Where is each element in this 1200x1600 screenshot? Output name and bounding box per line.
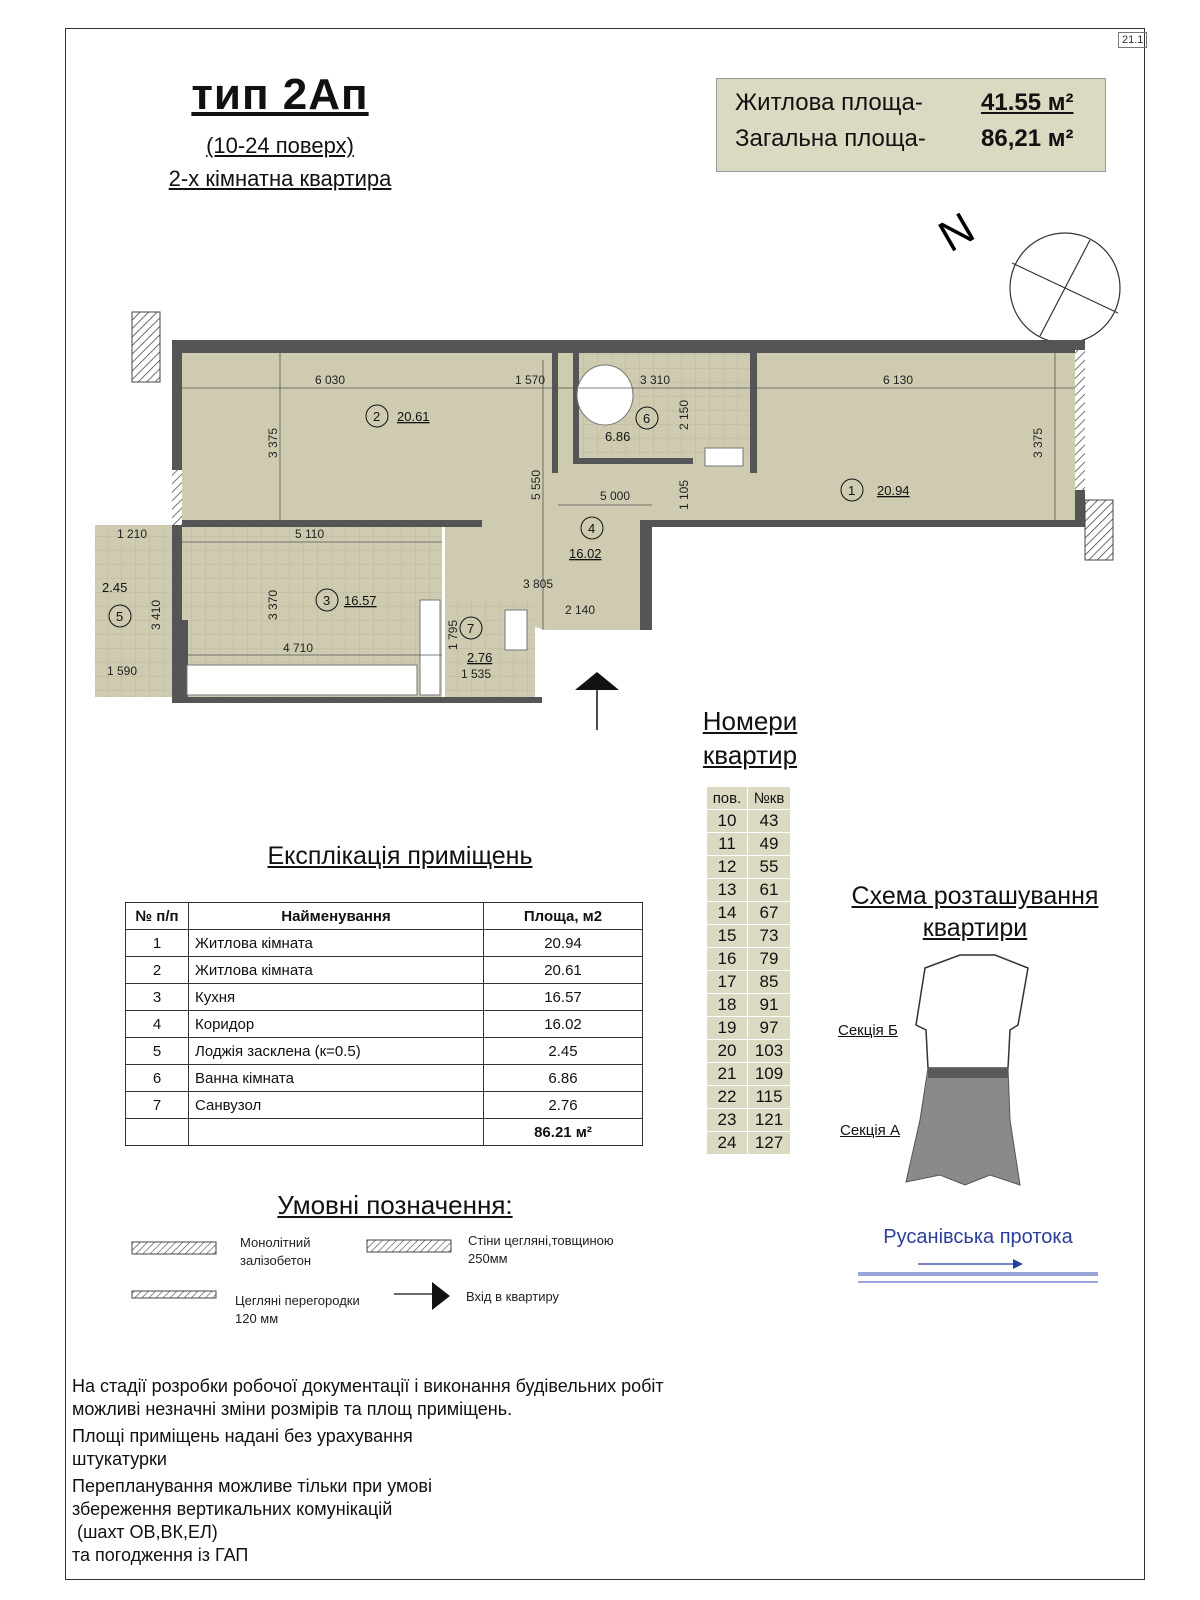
legend-text-line: Стіни цегляні,товщиною [468,1233,614,1248]
dim-label: 5 550 [529,469,543,500]
room-name: Кухня [189,984,484,1011]
table-header-cell: Площа, м2 [484,903,643,930]
table-row [707,994,791,1017]
room-area-cell: 16.02 [484,1011,643,1038]
note-line: На стадії розробки робочої документації і виконання будівельних робіт [72,1376,664,1396]
brick-wall-swatch [365,1236,455,1256]
row-number: 5 [126,1038,189,1065]
apt-number-cell: 43 [748,810,791,833]
row-number: 2 [126,957,189,984]
legend-monolith-label [240,1234,311,1270]
table-header-cell: Найменування [189,903,484,930]
table-row [707,810,791,833]
row-number: 6 [126,1065,189,1092]
note-line: можливі незначні зміни розмірів та площ приміщень. [72,1399,513,1419]
table-row [707,925,791,948]
room-area-cell: 2.45 [484,1038,643,1065]
legend-text-line: 250мм [468,1251,508,1266]
table-row [707,1017,791,1040]
table-row [126,1011,643,1038]
apt-number-cell: 97 [748,1017,791,1040]
note-line: Перепланування можливе тільки при умові [72,1476,432,1496]
dim-label: 1 590 [107,664,138,678]
section-b-label: Секція Б [838,1022,898,1039]
bathtub [577,365,633,425]
row-number: 4 [126,1011,189,1038]
apartment-type-title: тип 2Ап [191,70,369,119]
legend-title: Умовні позначення: [277,1190,513,1220]
total-area-row [735,125,1073,153]
table-row [707,1063,791,1086]
dim-label: 6 030 [315,373,346,387]
dim-label: 1 210 [117,527,148,541]
explication-table [125,902,643,1146]
toilet [505,610,527,650]
table-row [707,1086,791,1109]
floor-cell: 23 [707,1109,748,1132]
floor-cell: 12 [707,856,748,879]
floor-cell: 10 [707,810,748,833]
dim-label: 2 140 [565,603,596,617]
note-line: (шахт ОВ,ВК,ЕЛ) [72,1522,218,1542]
floor-cell: 16 [707,948,748,971]
dim-label: 1 795 [446,619,460,650]
note-paragraph [72,1425,772,1471]
section-a-shape [906,1068,1020,1185]
note-paragraph [72,1375,772,1421]
entrance-legend-arrow [392,1280,456,1324]
table-row [126,957,643,984]
dim-label: 4 710 [283,641,314,655]
room-name: Санвузол [189,1092,484,1119]
table-row [707,1132,791,1155]
room-name: Лоджія засклена (к=0.5) [189,1038,484,1065]
apartment-location-marker [928,1068,1008,1078]
room-area-cell: 6.86 [484,1065,643,1092]
table-row [707,879,791,902]
table-row [126,1092,643,1119]
legend-text-line: Цегляні перегородки [235,1293,360,1308]
dim-label: 5 110 [295,527,325,541]
building-sections-diagram [900,950,1040,1200]
apt-number-cell: 121 [748,1109,791,1132]
room-area: 16.57 [344,593,377,608]
row-number: 7 [126,1092,189,1119]
table-row [126,1038,643,1065]
table-header-cell: № п/п [126,903,189,930]
apartment-numbers-title-line: квартир [702,740,798,770]
partition-swatch [130,1288,220,1302]
kitchen-counter [420,600,440,695]
kitchen-counter [187,665,417,695]
note-line: збереження вертикальних комунікацій [72,1499,393,1519]
table-row [707,902,791,925]
apt-number-cell: 49 [748,833,791,856]
living-area-value: 41.55 м² [981,89,1074,116]
table-row [707,1040,791,1063]
table-header-row [126,903,643,930]
floor-cell: 14 [707,902,748,925]
room-area: 20.94 [877,483,910,498]
apartment-numbers-title [690,704,810,772]
section-b-shape [916,955,1028,1068]
legend-text-line: залізобетон [240,1253,312,1268]
legend-brick-walls-label [468,1232,614,1268]
table-row [126,1065,643,1092]
total-area-value: 86,21 м² [981,125,1074,152]
table-row [707,971,791,994]
room-1-fill [758,353,1075,520]
total-area-cell: 86.21 м² [484,1119,643,1146]
schema-title-line: Схема розташування [851,882,1099,910]
room-area-cell: 20.94 [484,930,643,957]
table-total-row [126,1119,643,1146]
room-area-cell: 20.61 [484,957,643,984]
legend-text-line: 120 мм [235,1311,279,1326]
room-name: Житлова кімната [189,957,484,984]
river-label: Русанівська протока [883,1226,1073,1248]
wall-hatch [1075,350,1085,490]
dim-label: 3 375 [1031,427,1045,458]
dim-label: 3 310 [640,373,671,387]
note-paragraph [72,1475,772,1567]
floor-cell: 17 [707,971,748,994]
entrance-arrow [575,672,619,690]
note-line: штукатурки [72,1449,167,1469]
wall-hatch [172,470,182,525]
note-line: та погодження із ГАП [72,1545,249,1565]
living-area-row [735,89,1073,117]
floor-cell: 20 [707,1040,748,1063]
room-number: 5 [116,609,124,624]
explication-title: Експлікація приміщень [267,842,533,870]
room-name: Ванна кімната [189,1065,484,1092]
dim-label: 1 570 [515,373,546,387]
apt-number-cell: 91 [748,994,791,1017]
row-number: 3 [126,984,189,1011]
legend-partitions-label [235,1292,360,1328]
room-area: 6.86 [605,429,631,444]
location-schema-title [820,880,1130,944]
corner-tag: 21.1 [1118,32,1147,48]
row-number: 1 [126,930,189,957]
apt-number-cell: 115 [748,1086,791,1109]
dim-label: 2 150 [677,399,691,430]
table-header-cell: №кв [748,787,791,810]
apt-number-cell: 55 [748,856,791,879]
floor-cell: 24 [707,1132,748,1155]
room-area-cell: 16.57 [484,984,643,1011]
room-number: 2 [373,409,381,424]
floor-cell: 21 [707,1063,748,1086]
dim-label: 3 370 [266,589,280,620]
room-number: 4 [588,521,596,536]
floor-cell: 15 [707,925,748,948]
dim-label: 3 375 [266,427,280,458]
table-row [707,833,791,856]
apt-number-cell: 103 [748,1040,791,1063]
dim-label: 5 000 [600,489,631,503]
room-area-cell: 2.76 [484,1092,643,1119]
total-area-label: Загальна площа- [735,125,926,152]
room-number: 1 [848,483,856,498]
apartment-numbers-title-line: Номери [702,706,798,736]
area-summary-box [716,78,1106,172]
section-a-label: Секція А [840,1122,900,1139]
notes-block [72,1375,772,1571]
table-row [126,930,643,957]
note-line: Площі приміщень надані без урахування [72,1426,413,1446]
dim-label: 3 805 [523,577,554,591]
table-row [707,856,791,879]
floor-cell: 22 [707,1086,748,1109]
wall-hatch [1085,500,1113,560]
room-area: 2.45 [102,580,128,595]
floor-cell: 11 [707,833,748,856]
floors-note: (10-24 поверх) [206,133,354,158]
table-header-cell: пов. [707,787,748,810]
dim-label: 6 130 [883,373,914,387]
apt-number-cell: 127 [748,1132,791,1155]
floor-plan [65,200,1145,760]
apt-number-cell: 79 [748,948,791,971]
apt-number-cell: 73 [748,925,791,948]
apt-number-cell: 67 [748,902,791,925]
dim-label: 1 535 [461,667,492,681]
room-number: 3 [323,593,331,608]
apartment-kind: 2-х кімнатна квартира [168,166,392,191]
room-area: 16.02 [569,546,602,561]
table-row [707,1109,791,1132]
room-name: Коридор [189,1011,484,1038]
room-number: 6 [643,411,651,426]
legend-entrance-label: Вхід в квартиру [466,1289,560,1304]
room-number: 7 [467,621,475,636]
living-area-label: Житлова площа- [735,89,923,116]
room-name: Житлова кімната [189,930,484,957]
north-label: N [930,203,983,262]
room-area: 2.76 [467,650,493,665]
apt-number-cell: 85 [748,971,791,994]
washbasin [705,448,743,466]
wall-hatch [132,312,160,382]
table-row [707,948,791,971]
floor-cell: 18 [707,994,748,1017]
room-area: 20.61 [397,409,430,424]
apartment-numbers-table [706,786,791,1155]
dim-label: 3 410 [149,599,163,630]
dim-label: 1 105 [677,479,691,510]
monolith-swatch [130,1238,220,1258]
schema-title-line: квартири [922,914,1028,942]
table-header-row [707,787,791,810]
apt-number-cell: 109 [748,1063,791,1086]
floor-cell: 13 [707,879,748,902]
table-row [126,984,643,1011]
legend-text-line: Монолітний [240,1235,311,1250]
floor-cell: 19 [707,1017,748,1040]
apt-number-cell: 61 [748,879,791,902]
